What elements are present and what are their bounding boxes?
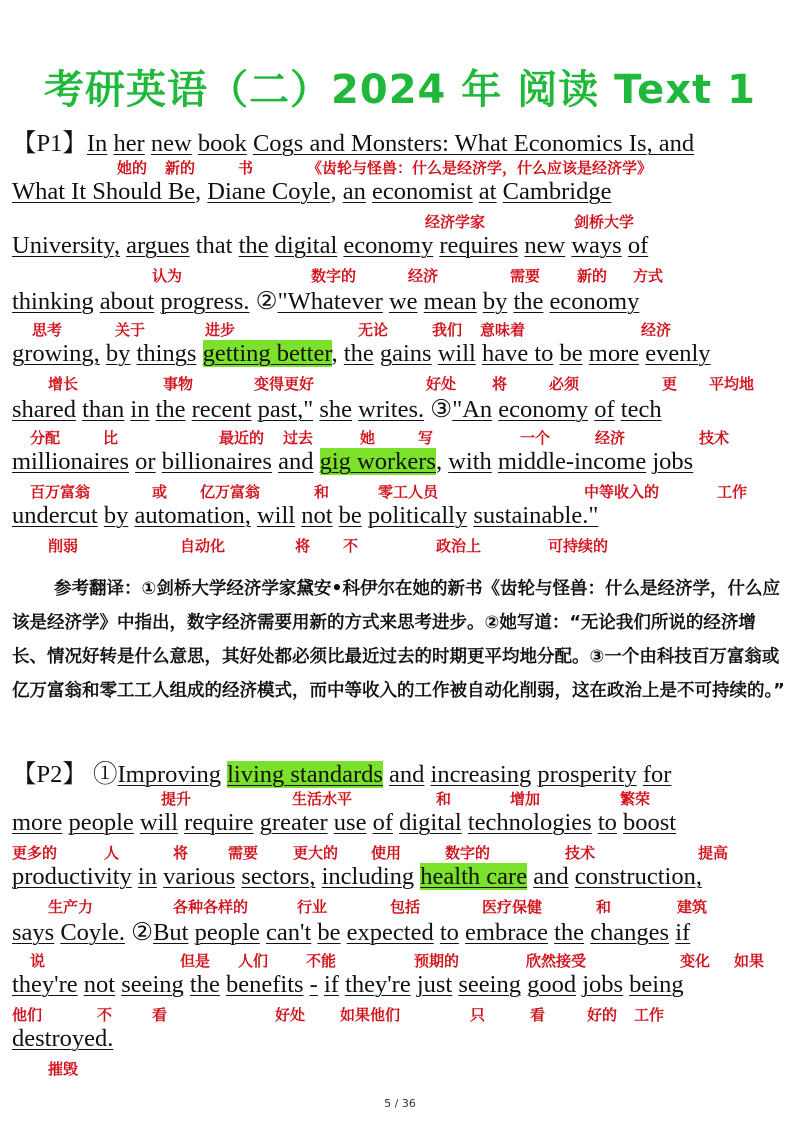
chinese-gloss: 经济学家: [425, 213, 486, 231]
vocab-word: economy: [498, 396, 589, 423]
vocab-word: various: [163, 863, 236, 890]
plain-text: 【P2】 ①: [12, 761, 118, 788]
english-line: [12, 124, 694, 159]
vocab-word: more: [12, 809, 63, 836]
vocab-word: she: [319, 396, 352, 423]
chinese-gloss: 预期的: [414, 952, 460, 970]
vocab-word: an: [342, 178, 366, 205]
chinese-gloss: 工作: [634, 1006, 665, 1024]
vocab-word: But: [153, 919, 189, 946]
vocab-word: jobs: [652, 448, 694, 475]
vocab-word: and: [278, 448, 314, 475]
vocab-word: if: [323, 971, 339, 998]
chinese-gloss: 自动化: [180, 537, 226, 555]
vocab-word: to: [439, 919, 459, 946]
vocab-word: of: [594, 396, 615, 423]
vocab-word: to: [597, 809, 617, 836]
vocab-word: people: [194, 919, 260, 946]
vocab-word: just: [416, 971, 453, 998]
vocab-word: "An: [452, 396, 493, 423]
english-line: [12, 755, 671, 790]
vocab-word: book: [197, 130, 247, 157]
vocab-word: seeing: [121, 971, 184, 998]
vocab-word: being: [629, 971, 684, 998]
vocab-word: sectors,: [241, 863, 316, 890]
reference-translation: [12, 572, 788, 708]
chinese-gloss: 包括: [390, 898, 421, 916]
vocab-word: will: [139, 809, 179, 836]
vocab-word: increasing: [430, 761, 532, 788]
vocab-word: shared: [12, 396, 76, 423]
plain-text: ②: [249, 288, 278, 315]
vocab-word: and: [533, 863, 569, 890]
vocab-word: the: [189, 971, 220, 998]
page-title: 考研英语（二）2024 年 阅读 Text 1: [44, 67, 756, 113]
chinese-gloss: 思考: [32, 321, 63, 339]
translation-text: 参考翻译：①剑桥大学经济学家黛安•科伊尔在她的新书《齿轮与怪兽：什么是经济学，什么应该是经济学》中指出，数字经济需要用新的方式来思考进步。②她写道：“无论我们所说的经济增长、情况好转是什么意思，其好处都必须比最近过去的时期更平均地分配。③一个由科技百万富翁或亿万富翁和零工工人组成的经济模式，而中等收入的工作被自动化削弱，这在政治上是不可持续的。”: [12, 579, 785, 701]
chinese-gloss: 数字的: [311, 267, 357, 285]
vocab-word: jobs: [582, 971, 624, 998]
english-line: [12, 232, 648, 260]
vocab-word: economist: [371, 178, 473, 205]
plain-text: ,: [331, 340, 344, 367]
chinese-gloss: 进步: [205, 321, 236, 339]
chinese-gloss: 经济: [641, 321, 672, 339]
chinese-gloss: 经济: [408, 267, 439, 285]
chinese-gloss: 各种各样的: [173, 898, 249, 916]
vocab-word: good: [527, 971, 577, 998]
vocab-word: seeing: [458, 971, 521, 998]
chinese-gloss: 《齿轮与怪兽：什么是经济学，什么应该是经济学》: [307, 159, 653, 177]
chinese-gloss: 和: [314, 483, 330, 501]
vocab-word: at: [478, 178, 497, 205]
vocab-word: argues: [126, 232, 190, 259]
vocab-word: will: [256, 502, 296, 529]
english-line: [12, 286, 639, 316]
vocab-word: they're: [12, 971, 78, 998]
chinese-gloss: 剑桥大学: [574, 213, 635, 231]
chinese-gloss: 摧毁: [48, 1060, 79, 1078]
chinese-gloss: 经济: [595, 429, 626, 447]
chinese-gloss: 政治上: [436, 537, 482, 555]
vocab-word: than: [82, 396, 125, 423]
chinese-gloss: 亿万富翁: [200, 483, 261, 501]
chinese-gloss: 一个: [520, 429, 551, 447]
chinese-gloss: 事物: [163, 375, 194, 393]
chinese-gloss: 意味着: [480, 321, 526, 339]
english-line: [12, 917, 690, 947]
vocab-word: be: [559, 340, 583, 367]
chinese-gloss: 好的: [587, 1006, 618, 1024]
chinese-gloss: 她的: [117, 159, 148, 177]
vocab-word: technologies: [467, 809, 592, 836]
vocab-word: the: [554, 919, 585, 946]
chinese-gloss: 方式: [633, 267, 664, 285]
plain-text: 【P1】: [12, 130, 87, 157]
vocab-word: the: [343, 340, 374, 367]
plain-text: ,: [195, 178, 208, 205]
chinese-gloss: 零工人员: [378, 483, 439, 501]
vocab-word: destroyed.: [12, 1025, 114, 1052]
chinese-gloss: 比: [103, 429, 119, 447]
vocab-word: we: [388, 288, 418, 315]
chinese-gloss: 人: [104, 844, 120, 862]
chinese-gloss: 不: [343, 537, 359, 555]
vocab-word: writes.: [358, 396, 425, 423]
vocab-word: Diane Coyle: [207, 178, 331, 205]
chinese-gloss: 或: [152, 483, 168, 501]
plain-text: [196, 340, 202, 367]
highlighted-phrase: getting better: [202, 340, 332, 367]
vocab-word: productivity: [12, 863, 132, 890]
vocab-word: of: [372, 809, 393, 836]
chinese-gloss: 好处: [275, 1006, 306, 1024]
chinese-gloss: 新的: [165, 159, 196, 177]
vocab-word: can't: [266, 919, 312, 946]
vocab-word: including: [321, 863, 415, 890]
chinese-gloss: 只: [470, 1006, 486, 1024]
vocab-word: people: [68, 809, 134, 836]
english-line: [12, 178, 611, 206]
chinese-gloss: 最近的: [219, 429, 265, 447]
vocab-word: billionaires: [161, 448, 272, 475]
vocab-word: not: [83, 971, 116, 998]
chinese-gloss: 不: [97, 1006, 113, 1024]
vocab-word: benefits: [225, 971, 304, 998]
plain-text: ,: [330, 178, 343, 205]
vocab-word: new: [524, 232, 566, 259]
vocab-word: tech: [620, 396, 662, 423]
vocab-word: greater: [259, 809, 328, 836]
vocab-word: past,": [257, 396, 314, 423]
vocab-word: they're: [345, 971, 411, 998]
chinese-gloss: 和: [436, 790, 452, 808]
vocab-word: In: [86, 130, 108, 157]
chinese-gloss: 削弱: [48, 537, 79, 555]
vocab-word: not: [301, 502, 333, 529]
english-line: [12, 448, 693, 476]
vocab-word: middle-income: [497, 448, 647, 475]
chinese-gloss: 和: [596, 898, 612, 916]
chinese-gloss: 更多的: [12, 844, 58, 862]
vocab-word: have to: [481, 340, 554, 367]
chinese-gloss: 但是: [180, 952, 211, 970]
vocab-word: of: [627, 232, 649, 259]
vocab-word: undercut: [12, 502, 98, 529]
vocab-word: Cambridge: [502, 178, 612, 205]
chinese-gloss: 增长: [48, 375, 79, 393]
vocab-word: thinking: [12, 288, 94, 315]
english-line: [12, 502, 598, 530]
english-line: [12, 1025, 113, 1053]
vocab-word: more: [588, 340, 640, 367]
chinese-gloss: 变化: [680, 952, 711, 970]
chinese-gloss: 工作: [717, 483, 748, 501]
vocab-word: politically: [367, 502, 468, 529]
highlighted-phrase: health care: [420, 863, 528, 890]
vocab-word: automation,: [134, 502, 251, 529]
chinese-gloss: 看: [530, 1006, 546, 1024]
page-number: 5 / 36: [384, 1097, 416, 1110]
plain-text: ③: [424, 396, 453, 423]
chinese-gloss: 技术: [699, 429, 730, 447]
highlighted-phrase: living standards: [227, 761, 383, 788]
vocab-word: will: [437, 340, 476, 367]
chinese-gloss: 行业: [297, 898, 328, 916]
vocab-word: mean: [423, 288, 477, 315]
vocab-word: Cogs and Monsters: What Economics Is, and: [252, 130, 695, 157]
vocab-word: prosperity: [537, 761, 637, 788]
chinese-gloss: 生产力: [48, 898, 94, 916]
chinese-gloss: 更: [662, 375, 678, 393]
vocab-word: embrace: [465, 919, 548, 946]
vocab-word: expected: [346, 919, 434, 946]
vocab-word: says: [12, 919, 55, 946]
vocab-word: by: [103, 502, 129, 529]
vocab-word: about: [99, 288, 155, 315]
chinese-gloss: 无论: [358, 321, 389, 339]
vocab-word: -: [309, 971, 318, 998]
chinese-gloss: 如果: [734, 952, 765, 970]
vocab-word: things: [136, 340, 197, 367]
chinese-gloss: 书: [238, 159, 254, 177]
vocab-word: growing,: [12, 340, 100, 367]
chinese-gloss: 更大的: [293, 844, 339, 862]
chinese-gloss: 必须: [549, 375, 580, 393]
vocab-word: be: [338, 502, 362, 529]
chinese-gloss: 数字的: [445, 844, 491, 862]
chinese-gloss: 中等收入的: [584, 483, 660, 501]
plain-text: [313, 448, 319, 475]
chinese-gloss: 可持续的: [548, 537, 609, 555]
english-line: [12, 863, 702, 891]
vocab-word: economy: [343, 232, 434, 259]
vocab-word: in: [130, 396, 150, 423]
chinese-gloss: 好处: [426, 375, 457, 393]
chinese-gloss: 提高: [698, 844, 729, 862]
vocab-word: Improving: [117, 761, 221, 788]
chinese-gloss: 技术: [565, 844, 596, 862]
vocab-word: use: [333, 809, 367, 836]
vocab-word: millionaires: [12, 448, 130, 475]
chinese-gloss: 百万富翁: [30, 483, 91, 501]
chinese-gloss: 建筑: [677, 898, 708, 916]
vocab-word: digital: [399, 809, 462, 836]
chinese-gloss: 关于: [115, 321, 146, 339]
vocab-word: digital: [274, 232, 338, 259]
english-line: [12, 340, 711, 368]
chinese-gloss: 如果他们: [340, 1006, 401, 1024]
chinese-gloss: 人们: [238, 952, 269, 970]
vocab-word: by: [105, 340, 131, 367]
vocab-word: requires: [439, 232, 519, 259]
vocab-word: sustainable.": [473, 502, 599, 529]
chinese-gloss: 过去: [283, 429, 314, 447]
vocab-word: the: [513, 288, 544, 315]
vocab-word: new: [150, 130, 192, 157]
chinese-gloss: 看: [152, 1006, 168, 1024]
vocab-word: or: [135, 448, 156, 475]
chinese-gloss: 变得更好: [254, 375, 315, 393]
chinese-gloss: 写: [418, 429, 434, 447]
english-line: [12, 809, 676, 837]
plain-text: ,: [435, 448, 449, 475]
vocab-word: the: [238, 232, 269, 259]
english-line: [12, 394, 662, 424]
vocab-word: with: [448, 448, 492, 475]
vocab-word: evenly: [645, 340, 711, 367]
chinese-gloss: 将: [492, 375, 508, 393]
vocab-word: if: [675, 919, 691, 946]
vocab-word: by: [482, 288, 508, 315]
chinese-gloss: 不能: [306, 952, 337, 970]
chinese-gloss: 医疗保健: [482, 898, 543, 916]
vocab-word: construction,: [574, 863, 702, 890]
vocab-word: boost: [623, 809, 677, 836]
vocab-word: recent: [191, 396, 252, 423]
chinese-gloss: 使用: [371, 844, 402, 862]
chinese-gloss: 分配: [30, 429, 61, 447]
plain-text: ②: [124, 919, 154, 946]
vocab-word: for: [642, 761, 672, 788]
vocab-word: University,: [12, 232, 120, 259]
highlighted-phrase: gig workers: [319, 448, 436, 475]
chinese-gloss: 说: [30, 952, 46, 970]
chinese-gloss: 繁荣: [620, 790, 651, 808]
vocab-word: "Whatever: [277, 288, 383, 315]
chinese-gloss: 平均地: [709, 375, 755, 393]
vocab-word: gains: [379, 340, 432, 367]
vocab-word: ways: [571, 232, 622, 259]
chinese-gloss: 将: [173, 844, 189, 862]
chinese-gloss: 需要: [228, 844, 259, 862]
vocab-word: and: [389, 761, 425, 788]
vocab-word: her: [113, 130, 145, 157]
chinese-gloss: 他们: [12, 1006, 43, 1024]
chinese-gloss: 增加: [510, 790, 541, 808]
chinese-gloss: 我们: [432, 321, 463, 339]
plain-text: that: [195, 232, 233, 259]
chinese-gloss: 欣然接受: [526, 952, 587, 970]
vocab-word: What It Should Be: [12, 178, 196, 205]
chinese-gloss: 需要: [510, 267, 541, 285]
vocab-word: the: [155, 396, 186, 423]
vocab-word: in: [137, 863, 157, 890]
chinese-gloss: 提升: [161, 790, 192, 808]
chinese-gloss: 新的: [577, 267, 608, 285]
chinese-gloss: 认为: [152, 267, 183, 285]
chinese-gloss: 生活水平: [292, 790, 353, 808]
chinese-gloss: 她: [360, 429, 376, 447]
vocab-word: economy: [549, 288, 640, 315]
vocab-word: be: [317, 919, 341, 946]
english-line: [12, 971, 684, 999]
vocab-word: changes: [590, 919, 670, 946]
vocab-word: Coyle.: [60, 919, 125, 946]
vocab-word: require: [184, 809, 254, 836]
chinese-gloss: 将: [295, 537, 311, 555]
vocab-word: progress.: [160, 288, 250, 315]
